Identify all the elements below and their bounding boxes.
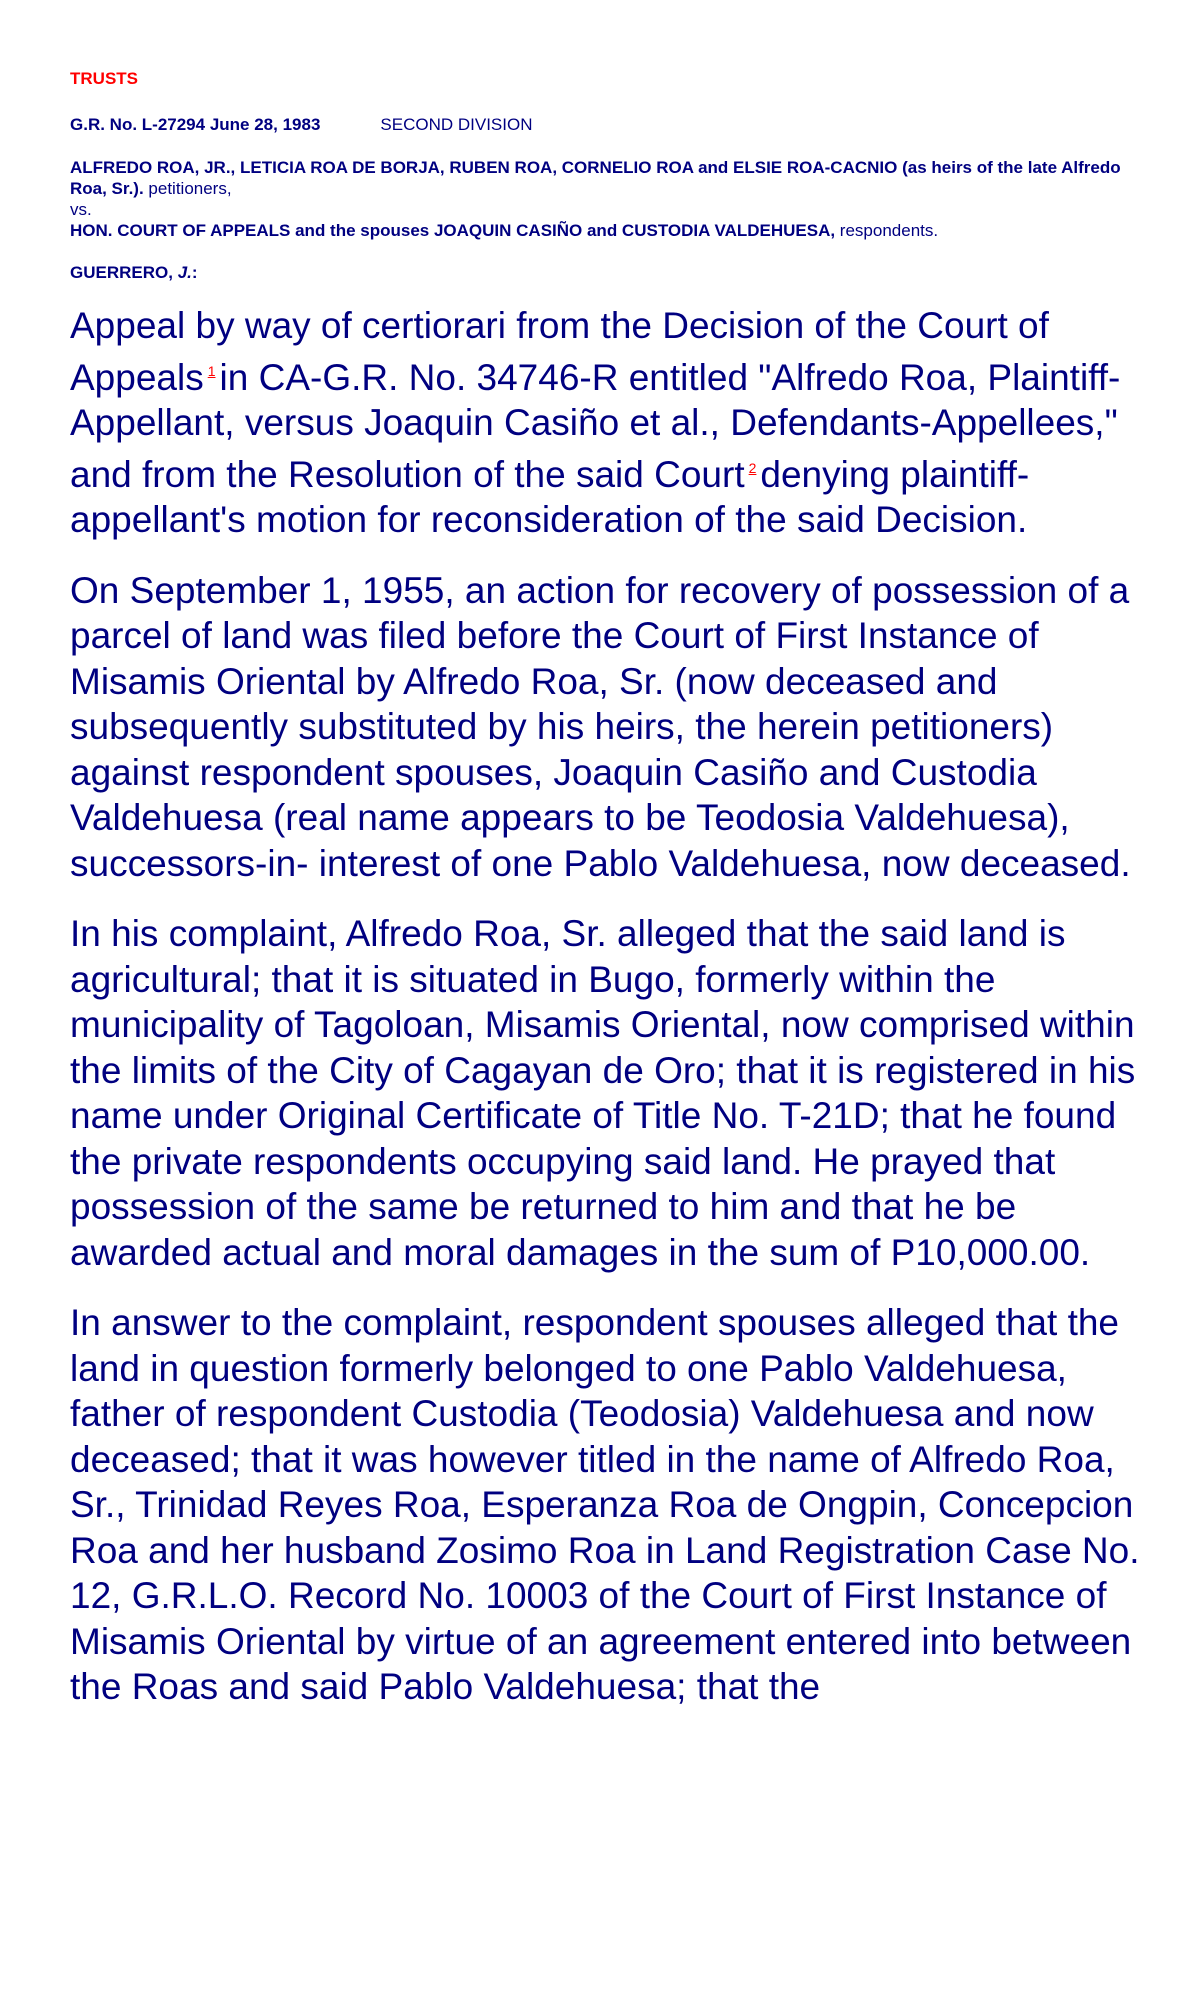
- petitioners-label: petitioners,: [143, 179, 232, 198]
- ponente-title: J.: [177, 263, 192, 282]
- petitioners-names: ALFREDO ROA, JR., LETICIA ROA DE BORJA, RUBEN ROA, CORNELIO ROA and ELSIE ROA-CACNIO (as heirs of the late Alfredo Roa, Sr.).: [70, 158, 1121, 198]
- paragraph-1: [70, 303, 1150, 543]
- paragraph-3: In his complaint, Alfredo Roa, Sr. alleged that the said land is agricultural; that it is situated in Bugo, formerly within the municipality of Tagoloan, Misamis Oriental, now comprised within the limits of the City of Cagayan de Oro; that it is registered in his name under Original Certificate of Title No. T-21D; that he found the private respondents occupying said land. He prayed that possession of the same be returned to him and that he be awarded actual and moral damages in the sum of P10,000.00.: [70, 913, 1136, 1273]
- respondents-names: HON. COURT OF APPEALS and the spouses JOAQUIN CASIÑO and CUSTODIA VALDEHUESA,: [70, 221, 836, 240]
- footnote-link-2[interactable]: 2: [748, 459, 757, 476]
- category-heading: TRUSTS: [70, 69, 138, 88]
- paragraph-1-part-b: in CA-G.R. No. 34746-R entitled "Alfredo Roa, Plaintiff-Appellant, versus Joaquin Casiño et al., Defendants-Appellees," and from the Resolution of the said Court: [70, 356, 1121, 495]
- ponente-name: GUERRERO,: [70, 263, 178, 282]
- division: SECOND DIVISION: [380, 115, 533, 134]
- footnote-link-1[interactable]: 1: [207, 362, 216, 379]
- respondents: [70, 220, 1150, 241]
- paragraph-4: In answer to the complaint, respondent spouses alleged that the land in question formerly belonged to one Pablo Valdehuesa, father of respondent Custodia (Teodosia) Valdehuesa and now deceased; that it was however titled in the name of Alfredo Roa, Sr., Trinidad Reyes Roa, Esperanza Roa de Ongpin, Concepcion Roa and her husband Zosimo Roa in Land Registration Case No. 12, G.R.L.O. Record No. 10003 of the Court of First Instance of Misamis Oriental by virtue of an agreement entered into between the Roas and said Pablo Valdehuesa; that the: [70, 1302, 1140, 1707]
- versus: vs.: [70, 200, 92, 219]
- paragraph-1-part-a: Appeal by way of certiorari from the Decision of the Court of Appeals: [70, 305, 1049, 398]
- paragraph-2: On September 1, 1955, an action for recovery of possession of a parcel of land was filed before the Court of First Instance of Misamis Oriental by Alfredo Roa, Sr. (now deceased and subsequently substituted by his heirs, the herein petitioners) against respondent spouses, Joaquin Casiño and Custodia Valdehuesa (real name appears to be Teodosia Valdehuesa), successors-in- interest of one Pablo Valdehuesa, now deceased.: [70, 569, 1131, 884]
- case-parties: [70, 157, 1150, 241]
- paragraph-1-part-c: denying plaintiff-appellant's motion for reconsideration of the said Decision.: [70, 453, 1030, 540]
- document-page: [70, 68, 1150, 1735]
- petitioners: [70, 157, 1150, 199]
- gr-number: G.R. No. L-27294 June 28, 1983: [70, 115, 321, 134]
- case-citation: [70, 114, 1150, 136]
- respondents-label: respondents.: [835, 221, 939, 240]
- ponente: [70, 262, 1150, 284]
- ponente-suffix: :: [191, 263, 198, 282]
